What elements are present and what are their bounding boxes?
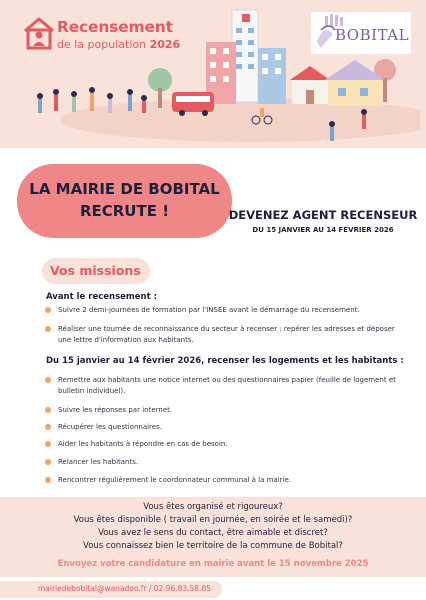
question-text: Vous êtes organisé et rigoureux? [143, 502, 283, 512]
section-heading-before: Avant le recensement : [46, 292, 157, 302]
question-text: Vous êtes disponible ( travail en journée, en soirée et le samedi)? [73, 515, 353, 525]
mission-item: Réaliser une tournée de reconnaissance du secteur à recenser : repérer les adresses et déposer une lettre d'information aux habitants. [58, 325, 395, 344]
headline-line-2: RECRUTE ! [79, 202, 170, 220]
bullet-icon [45, 441, 51, 447]
contact-pill [0, 581, 222, 598]
bobital-logo [311, 12, 411, 54]
position-dates: DU 15 JANVIER AU 14 FÉVRIER 2026 [252, 226, 394, 234]
mission-item: Suivre les réponses par internet. [58, 406, 173, 414]
logo-title: Recensement [57, 18, 173, 36]
missions-label-pill [42, 258, 150, 284]
bullet-icon [45, 407, 51, 413]
contact-link[interactable]: mairiedebobital@wanadoo.fr / 02.96.83.58.85 [38, 584, 211, 593]
question-text: Vous avez le sens du contact, être aimable et discret? [98, 528, 328, 538]
headline-line-1: LA MAIRIE DE BOBITAL [29, 180, 220, 198]
call-to-action: Envoyez votre candidature en mairie avant le 15 novembre 2025 [57, 559, 369, 569]
mission-item: Aider les habitants à répondre en cas de besoin. [58, 440, 228, 448]
bullet-icon [45, 326, 51, 332]
bullet-icon [45, 377, 51, 383]
mission-item: Rencontrer régulièrement le coordonnateur communal à la mairie. [58, 476, 292, 484]
bullet-icon [45, 459, 51, 465]
section-heading-during: Du 15 janvier au 14 février 2026, recenser les logements et les habitants : [46, 356, 404, 366]
question-text: Vous connaissez bien le territoire de la commune de Bobital? [83, 541, 343, 551]
mission-item: Récupérer les questionnaires. [58, 423, 162, 431]
bullet-icon [45, 477, 51, 483]
position-title: DEVENEZ AGENT RECENSEUR [228, 208, 418, 222]
header-banner [0, 0, 426, 148]
mission-item: Suivre 2 demi-journées de formation par l'INSEE avant le démarrage du recensement. [58, 306, 360, 314]
mission-item: Remettre aux habitants une notice internet ou des questionnaires papier (feuille de logement et bulletin individuel). [58, 376, 396, 395]
bullet-icon [45, 424, 51, 430]
bobital-logo-text: BOBITAL [335, 26, 410, 44]
mission-item: Relancer les habitants. [58, 458, 139, 466]
logo-year: 2026 [149, 38, 181, 51]
recensement-logo [22, 16, 182, 56]
headline-bubble [17, 164, 232, 238]
house-person-icon [22, 16, 56, 50]
bullet-icon [45, 307, 51, 313]
logo-subtitle-text: de la population [57, 38, 147, 51]
logo-subtitle [57, 38, 180, 51]
contact-band [0, 577, 426, 600]
missions-label: Vos missions [50, 263, 141, 278]
